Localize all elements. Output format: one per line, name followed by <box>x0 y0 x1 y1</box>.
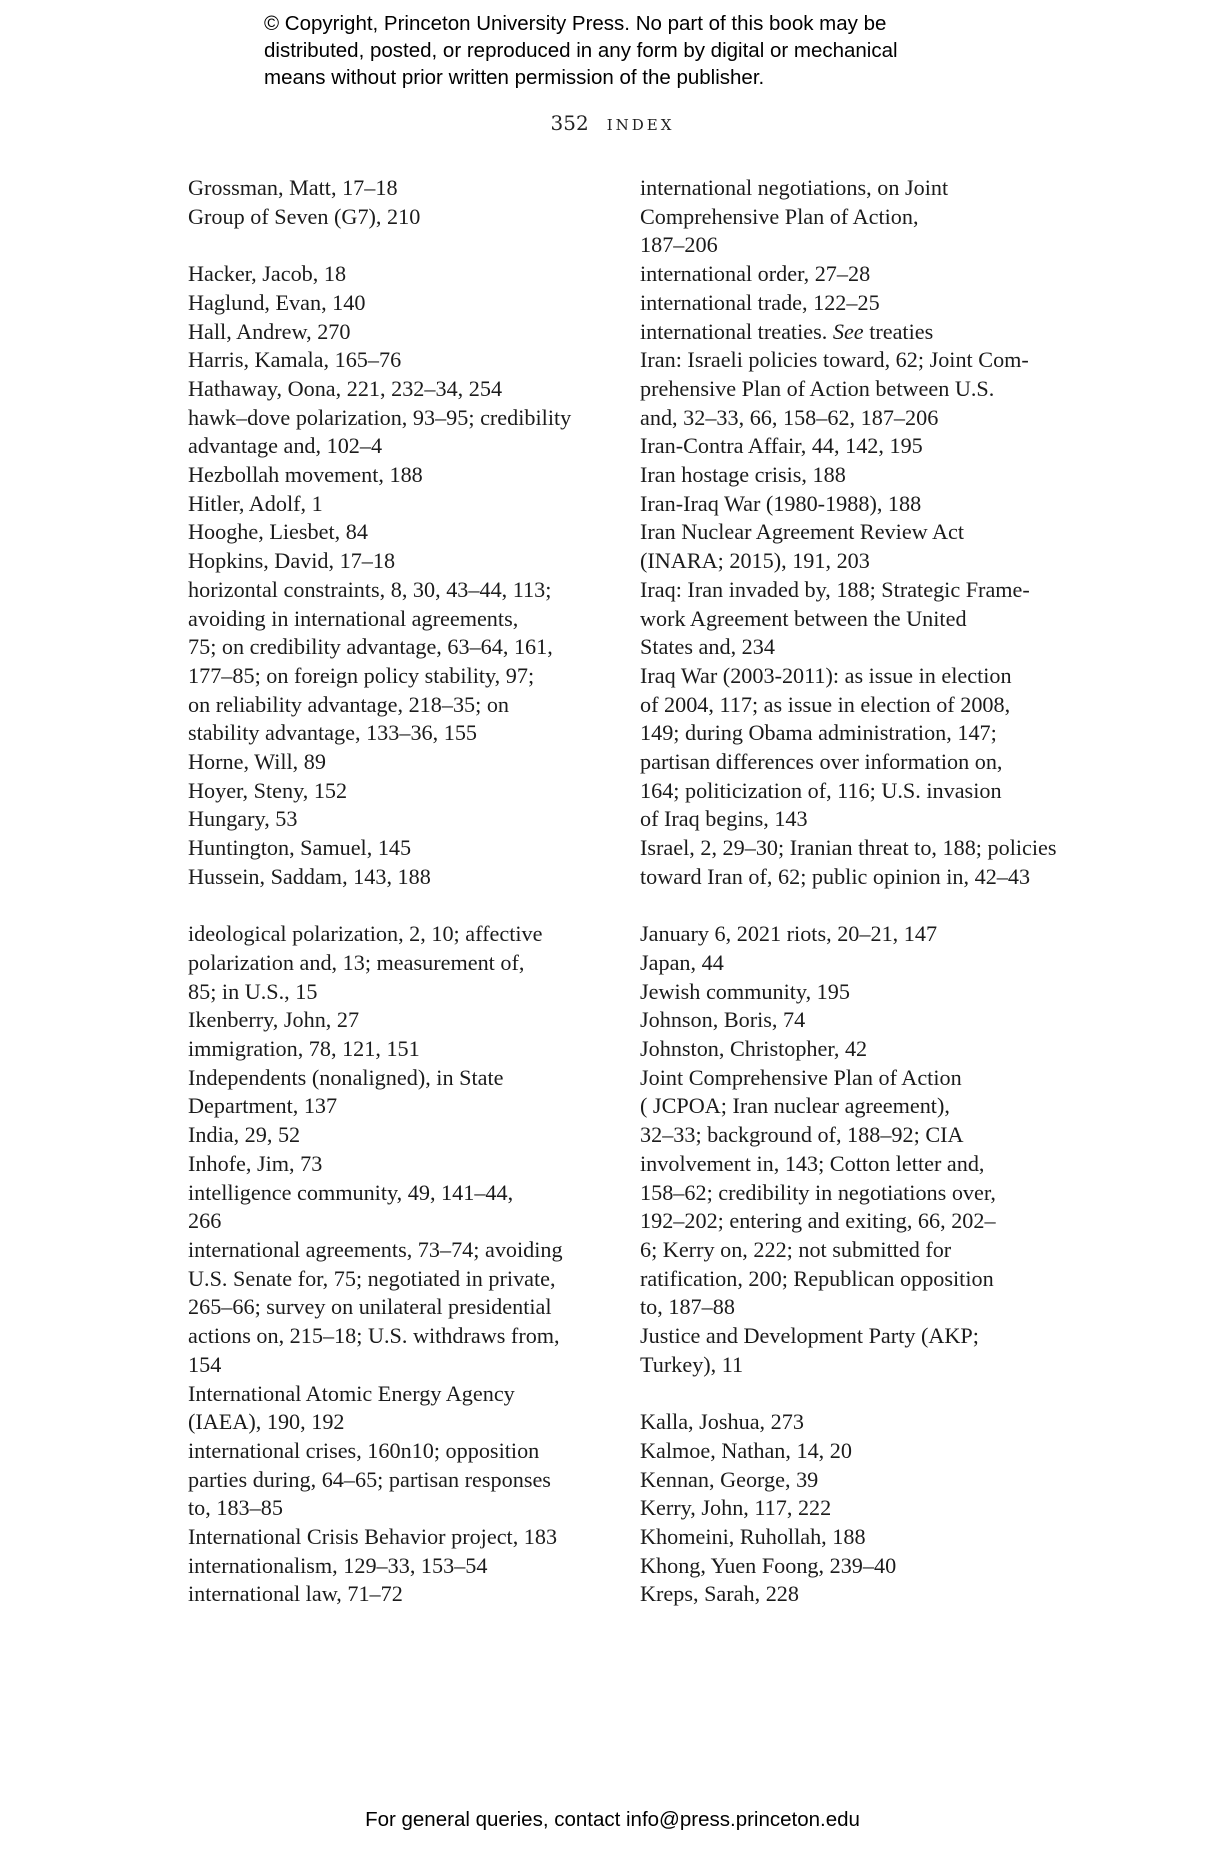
index-entry-continuation: 32–33; background of, 188–92; CIA <box>640 1122 964 1148</box>
index-entry-continuation: polarization and, 13; measurement of, <box>188 949 525 975</box>
index-entry <box>640 1035 1060 1064</box>
index-entry-continuation: and, 32–33, 66, 158–62, 187–206 <box>640 404 939 430</box>
index-entry-continuation: (IAEA), 190, 192 <box>188 1409 345 1435</box>
footer-contact: For general queries, contact info@press.princeton.edu <box>365 1808 860 1831</box>
index-entry-heading: International Crisis Behavior project, 183 <box>188 1524 558 1550</box>
index-entry-heading: Hacker, Jacob, 18 <box>188 261 347 287</box>
index-entry-heading: Kreps, Sarah, 228 <box>640 1581 799 1607</box>
index-entry <box>640 1466 1060 1495</box>
index-entry <box>188 289 598 318</box>
page-number: 352 <box>550 111 589 135</box>
index-entry-heading: international negotiations, on Joint <box>640 175 949 200</box>
index-entry-heading: internationalism, 129–33, 153–54 <box>188 1552 488 1578</box>
index-entry <box>640 576 1060 662</box>
index-entry <box>188 1437 598 1523</box>
index-entry <box>640 1437 1060 1466</box>
index-entry-heading: Iraq: Iran invaded by, 188; Strategic Frame- <box>640 576 1030 602</box>
index-entry <box>188 1523 598 1552</box>
index-entry <box>640 949 1060 978</box>
index-entry <box>188 375 598 404</box>
index-entry <box>188 805 598 834</box>
index-entry <box>188 1064 598 1121</box>
index-entry-continuation: on reliability advantage, 218–35; on <box>188 691 510 717</box>
index-entry <box>188 1006 598 1035</box>
letter-group-gap <box>188 231 598 260</box>
index-entry-heading: Iran Nuclear Agreement Review Act <box>640 519 965 545</box>
index-entry-continuation: prehensive Plan of Action between U.S. <box>640 375 995 401</box>
index-entry-continuation: involvement in, 143; Cotton letter and, <box>640 1150 985 1176</box>
index-column-right <box>640 174 1060 1609</box>
index-entry-continuation: 266 <box>188 1208 222 1234</box>
index-entry-heading: international crises, 160n10; opposition <box>188 1437 540 1463</box>
section-title: INDEX <box>606 116 675 134</box>
index-entry <box>188 576 598 748</box>
index-entry-continuation: ratification, 200; Republican opposition <box>640 1265 994 1291</box>
letter-group-gap <box>640 1380 1060 1409</box>
index-entry <box>640 289 1060 318</box>
index-entry-heading: Joint Comprehensive Plan of Action <box>640 1064 962 1090</box>
index-entry-heading: Harris, Kamala, 165–76 <box>188 347 402 373</box>
letter-group-gap <box>640 892 1060 921</box>
index-entry-heading: Johnson, Boris, 74 <box>640 1007 806 1033</box>
index-entry-heading: Hoyer, Steny, 152 <box>188 777 348 803</box>
index-entry <box>640 461 1060 490</box>
copyright-line: © Copyright, Princeton University Press. No part of this book may be <box>264 12 887 35</box>
index-entry-continuation: 164; politicization of, 116; U.S. invasion <box>640 777 1002 803</box>
index-entry-continuation: of Iraq begins, 143 <box>640 806 808 832</box>
index-entry-heading: Iraq War (2003-2011): as issue in election <box>640 662 1012 688</box>
index-entry-heading: Justice and Development Party (AKP; <box>640 1323 979 1349</box>
index-entry <box>188 260 598 289</box>
index-entry <box>188 777 598 806</box>
index-entry-heading: India, 29, 52 <box>188 1122 301 1148</box>
index-entry <box>188 1121 598 1150</box>
index-entry-heading: Kalmoe, Nathan, 14, 20 <box>640 1437 852 1463</box>
index-entry-heading: Khong, Yuen Foong, 239–40 <box>640 1552 897 1578</box>
index-entry-heading: Group of Seven (G7), 210 <box>188 203 421 229</box>
index-entry <box>188 1179 598 1236</box>
index-entry <box>640 318 1060 347</box>
index-entry <box>188 518 598 547</box>
index-entry-continuation: 75; on credibility advantage, 63–64, 161, <box>188 634 553 660</box>
index-entry-continuation: Turkey), 11 <box>640 1351 744 1377</box>
index-entry <box>640 1408 1060 1437</box>
index-entry-continuation: Department, 137 <box>188 1093 338 1119</box>
index-entry-continuation: 187–206 <box>640 232 718 258</box>
index-entry <box>640 490 1060 519</box>
index-entry <box>188 920 598 1006</box>
index-entry-heading: international agreements, 73–74; avoiding <box>188 1236 563 1262</box>
index-entry-continuation: to, 187–88 <box>640 1294 735 1320</box>
index-entry <box>188 1380 598 1437</box>
index-entry-heading: Hitler, Adolf, 1 <box>188 490 323 516</box>
index-entry <box>640 1552 1060 1581</box>
index-entry-continuation: 192–202; entering and exiting, 66, 202– <box>640 1208 996 1234</box>
index-entry-continuation: 149; during Obama administration, 147; <box>640 720 997 746</box>
index-entry-heading: Jewish community, 195 <box>640 978 850 1004</box>
letter-group-gap <box>188 892 598 921</box>
index-entry <box>188 834 598 863</box>
copyright-line: distributed, posted, or reproduced in any form by digital or mechanical <box>264 39 898 62</box>
index-entry <box>188 748 598 777</box>
index-entry <box>188 174 598 203</box>
index-entry-continuation: stability advantage, 133–36, 155 <box>188 720 478 746</box>
index-entry <box>188 461 598 490</box>
index-entry <box>188 1236 598 1380</box>
index-entry <box>640 920 1060 949</box>
index-entry-heading: Japan, 44 <box>640 949 724 975</box>
index-entry <box>640 1580 1060 1609</box>
index-entry <box>640 1322 1060 1379</box>
index-entry <box>640 518 1060 575</box>
index-entry <box>640 834 1060 891</box>
see-reference: See <box>832 318 864 344</box>
index-entry <box>640 346 1060 432</box>
index-entry-heading: Iran hostage crisis, 188 <box>640 462 846 488</box>
index-entry <box>188 547 598 576</box>
index-entry <box>640 662 1060 834</box>
index-entry-continuation: 85; in U.S., 15 <box>188 978 318 1004</box>
index-entry <box>640 260 1060 289</box>
index-entry-heading: Kennan, George, 39 <box>640 1466 819 1492</box>
index-entry-continuation: 6; Kerry on, 222; not submitted for <box>640 1237 952 1262</box>
index-entry-heading: Hooghe, Liesbet, 84 <box>188 519 368 545</box>
index-entry <box>188 1150 598 1179</box>
index-entry <box>640 174 1060 260</box>
index-entry-heading: Huntington, Samuel, 145 <box>188 835 412 861</box>
index-entry-heading: intelligence community, 49, 141–44, <box>188 1179 514 1205</box>
index-entry-continuation: avoiding in international agreements, <box>188 605 519 631</box>
index-entry-heading: international trade, 122–25 <box>640 289 880 315</box>
index-entry-heading: international treaties. See treaties <box>640 318 934 344</box>
index-entry <box>188 863 598 892</box>
index-entry <box>188 203 598 232</box>
index-entry-heading: Hungary, 53 <box>188 806 298 832</box>
running-head <box>0 111 1225 135</box>
index-entry-continuation: parties during, 64–65; partisan responses <box>188 1466 551 1492</box>
index-entry-heading: Grossman, Matt, 17–18 <box>188 175 398 200</box>
index-entry-continuation: toward Iran of, 62; public opinion in, 42–43 <box>640 863 1031 889</box>
index-entry <box>188 1035 598 1064</box>
index-entry <box>640 1494 1060 1523</box>
index-entry <box>188 1580 598 1609</box>
index-entry <box>188 1552 598 1581</box>
index-entry-heading: Kalla, Joshua, 273 <box>640 1409 804 1435</box>
index-entry-heading: international order, 27–28 <box>640 261 871 287</box>
index-entry-heading: Hopkins, David, 17–18 <box>188 548 396 574</box>
index-entry-heading: Inhofe, Jim, 73 <box>188 1150 323 1176</box>
index-entry-continuation: of 2004, 117; as issue in election of 2008, <box>640 691 1011 717</box>
index-entry-continuation: 158–62; credibility in negotiations over, <box>640 1179 996 1205</box>
index-entry <box>188 318 598 347</box>
index-entry-continuation: 154 <box>188 1351 222 1377</box>
index-entry-heading: International Atomic Energy Agency <box>188 1380 515 1406</box>
index-entry-heading: hawk–dove polarization, 93–95; credibility <box>188 404 572 430</box>
index-entry-continuation: work Agreement between the United <box>640 605 967 631</box>
index-entry-continuation: 177–85; on foreign policy stability, 97; <box>188 662 535 688</box>
index-entry-continuation: 265–66; survey on unilateral presidential <box>188 1294 552 1320</box>
index-entry-heading: Hussein, Saddam, 143, 188 <box>188 863 431 889</box>
index-entry <box>640 1064 1060 1322</box>
index-entry <box>640 432 1060 461</box>
index-entry <box>640 1006 1060 1035</box>
index-entry <box>188 404 598 461</box>
index-entry-heading: Johnston, Christopher, 42 <box>640 1036 868 1062</box>
index-entry-heading: international law, 71–72 <box>188 1581 403 1607</box>
index-entry-heading: Hathaway, Oona, 221, 232–34, 254 <box>188 375 503 401</box>
index-entry-heading: Hezbollah movement, 188 <box>188 462 423 488</box>
index-entry-heading: horizontal constraints, 8, 30, 43–44, 113; <box>188 576 552 602</box>
index-entry-heading: Khomeini, Ruhollah, 188 <box>640 1524 866 1550</box>
index-entry-heading: January 6, 2021 riots, 20–21, 147 <box>640 921 938 947</box>
index-entry-heading: immigration, 78, 121, 151 <box>188 1036 420 1062</box>
copyright-notice <box>264 10 1024 91</box>
copyright-line: means without prior written permission of the publisher. <box>264 66 765 89</box>
index-entry-continuation: ( JCPOA; Iran nuclear agreement), <box>640 1093 950 1119</box>
index-entry-continuation: U.S. Senate for, 75; negotiated in private, <box>188 1265 556 1291</box>
index-entry-heading: Horne, Will, 89 <box>188 749 326 775</box>
index-entry-heading: Iran: Israeli policies toward, 62; Joint Com- <box>640 347 1029 373</box>
index-entry-heading: Independents (nonaligned), in State <box>188 1064 504 1090</box>
index-entry-heading: Iran-Contra Affair, 44, 142, 195 <box>640 433 923 459</box>
index-entry-heading: Hall, Andrew, 270 <box>188 318 351 344</box>
index-entry-heading: ideological polarization, 2, 10; affective <box>188 921 543 947</box>
index-entry-heading: Israel, 2, 29–30; Iranian threat to, 188; policies <box>640 835 1057 861</box>
index-entry-continuation: partisan differences over information on, <box>640 749 1003 775</box>
index-entry-heading: Kerry, John, 117, 222 <box>640 1495 832 1521</box>
index-entry-heading: Ikenberry, John, 27 <box>188 1007 360 1033</box>
index-entry <box>640 1523 1060 1552</box>
index-entry-continuation: States and, 234 <box>640 634 775 660</box>
index-entry-heading: Haglund, Evan, 140 <box>188 289 366 315</box>
index-entry-continuation: (INARA; 2015), 191, 203 <box>640 548 870 574</box>
index-entry <box>188 346 598 375</box>
index-entry <box>188 490 598 519</box>
index-entry-continuation: advantage and, 102–4 <box>188 433 383 459</box>
index-entry-continuation: actions on, 215–18; U.S. withdraws from, <box>188 1323 560 1349</box>
index-column-left <box>188 174 598 1609</box>
index-entry-heading: Iran-Iraq War (1980-1988), 188 <box>640 490 922 516</box>
index-entry-continuation: Comprehensive Plan of Action, <box>640 203 919 229</box>
index-entry-continuation: to, 183–85 <box>188 1495 283 1521</box>
index-entry <box>640 978 1060 1007</box>
